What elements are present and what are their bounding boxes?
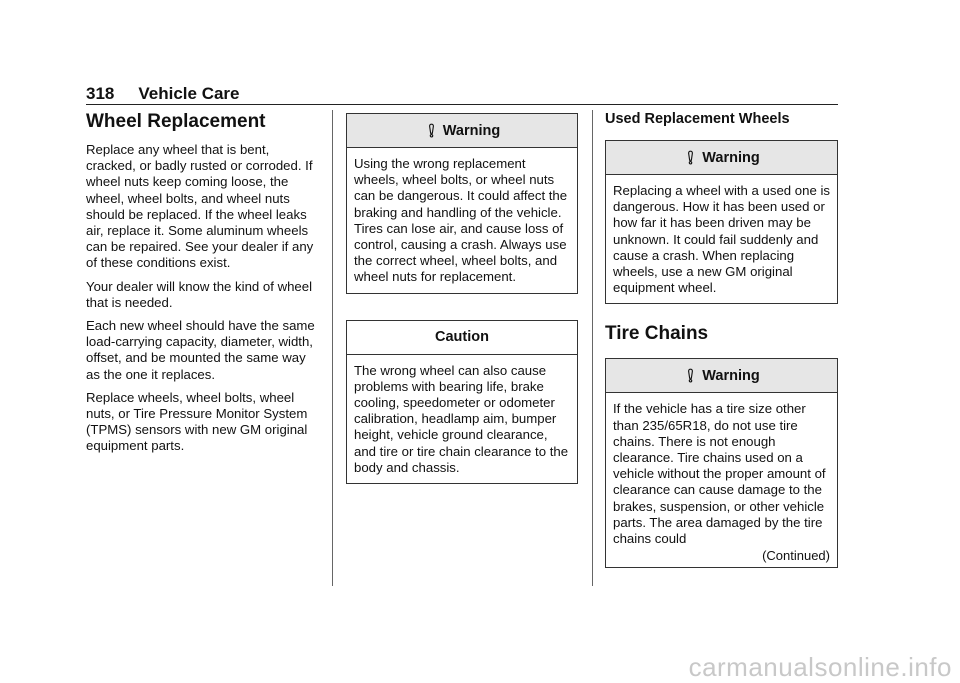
- continued-label: (Continued): [762, 548, 830, 564]
- section-heading-wheel-replacement: Wheel Replacement: [86, 111, 266, 132]
- column-divider-1: [332, 110, 333, 586]
- caution-text: The wrong wheel can also cause problems with bearing life, brake cooling, speedometer or odometer calibration, headlamp aim, bumper height, vehicle ground clearance, and tire or tire chain clearance to the body and chassis.: [354, 362, 569, 475]
- warning-header: [606, 359, 837, 393]
- warning-box: [605, 358, 838, 568]
- warning-text: Using the wrong replacement wheels, wheel bolts, or wheel nuts can be dangerous. It could affect the braking and handling of the vehicle. Tires can lose air, and cause loss of control, causing a crash. Always use the correct wheel, wheel bolts, and wheel nuts for replacement.: [354, 156, 568, 285]
- column-2: [346, 113, 578, 484]
- subheading-used-replacement-wheels: Used Replacement Wheels: [605, 111, 790, 127]
- warning-text: Replacing a wheel with a used one is dangerous. How it has been used or how far it has been driven may be unknown. It could fail suddenly and cause a crash. When replacing wheels, use a new GM original equipment wheel.: [613, 183, 830, 296]
- paragraph: Replace wheels, wheel bolts, wheel nuts, or Tire Pressure Monitor System (TPMS) sensors with new GM original equipment parts.: [86, 389, 308, 454]
- column-3: [605, 110, 838, 568]
- paragraph: Each new wheel should have the same load-carrying capacity, diameter, width, offset, and be mounted the same way as the one it replaces.: [86, 318, 315, 382]
- section-heading-tire-chains: Tire Chains: [605, 323, 709, 345]
- page-number: 318: [86, 84, 115, 103]
- section-title: Vehicle Care: [138, 84, 240, 103]
- warning-label: Warning: [702, 149, 760, 166]
- warning-box: [605, 140, 838, 304]
- column-1: [86, 110, 320, 462]
- caution-label: Caution: [435, 329, 489, 346]
- warning-box: [346, 113, 578, 294]
- caution-box: [346, 320, 578, 484]
- warning-icon: [683, 368, 698, 383]
- warning-label: Warning: [702, 367, 760, 384]
- paragraph: Your dealer will know the kind of wheel that is needed.: [86, 278, 313, 310]
- paragraph: Replace any wheel that is bent, cracked, or badly rusted or corroded. If wheel nuts keep coming loose, the wheel, wheel bolts, and wheel nuts should be replaced. If the wheel leaks air, replace it. Some aluminum wheels can be repaired. See your dealer if any of these conditions exist.: [86, 142, 314, 271]
- caution-header: [347, 321, 577, 355]
- warning-label: Warning: [442, 122, 501, 139]
- header-rule: [86, 104, 838, 105]
- column-divider-2: [592, 110, 593, 586]
- warning-text: If the vehicle has a tire size other than 235/65R18, do not use tire chains. There is not enough clearance. Tire chains used on a vehicle without the proper amount of clearance can cause damage to the brakes, suspension, or other vehicle parts. The area damaged by the tire chains could: [613, 401, 826, 547]
- warning-header: [606, 141, 837, 175]
- warning-header: [347, 114, 577, 148]
- page-header: [86, 84, 240, 104]
- warning-body: [606, 393, 837, 567]
- watermark: carmanualsonline.info: [688, 652, 952, 682]
- warning-icon: [424, 123, 439, 138]
- warning-icon: [683, 150, 698, 165]
